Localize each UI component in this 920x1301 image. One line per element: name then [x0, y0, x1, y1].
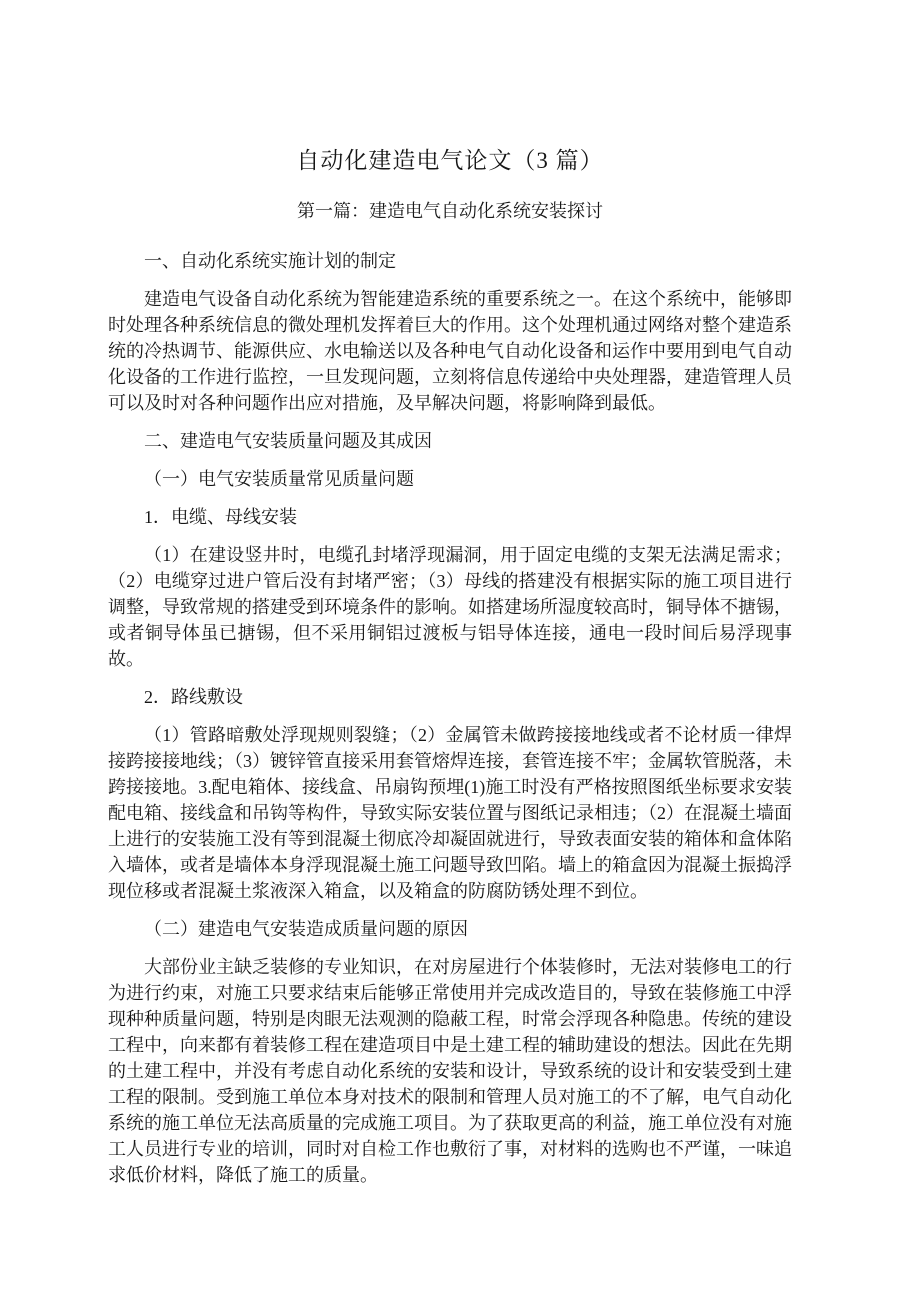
subsection-heading-2-2: （二）建造电气安装造成质量问题的原因: [144, 919, 468, 939]
subsection-heading-2-1: （一）电气安装质量常见质量问题: [144, 469, 414, 489]
body-paragraph-1: 建造电气设备自动化系统为智能建造系统的重要系统之一。在这个系统中，能够即时处理各种系统信息的微处理机发挥着巨大的作用。这个处理机通过网络对整个建造系统的冷热调节、能源供应、水电输送以及各种电气自动化设备和运作中要用到电气自动化设备的工作进行监控，一旦发现问题，立刻将信息传递给中央处理器，建造管理人员可以及时对各种问题作出应对措施，及早解决问题，将影响降到最低。: [108, 289, 792, 413]
section-heading-1: 一、自动化系统实施计划的制定: [144, 251, 396, 271]
article-subtitle: 第一篇：建造电气自动化系统安装探讨: [297, 201, 603, 221]
item-heading-cable-busbar: 1．电缆、母线安装: [144, 507, 297, 527]
body-paragraph-3: （1）管路暗敷处浮现规则裂缝；（2）金属管未做跨接接地线或者不论材质一律焊接跨接接地线；（3）镀锌管直接采用套管熔焊连接，套管连接不牢；金属软管脱落，未跨接接地。3.配电箱体、接线盒、吊扇钩预埋(1)施工时没有严格按照图纸坐标要求安装配电箱、接线盒和吊钩等构件，导致实际安装位置与图纸记录相违；（2）在混凝土墙面上进行的安装施工没有等到混凝土彻底冷却凝固就进行，导致表面安装的箱体和盒体陷入墙体，或者是墙体本身浮现混凝土施工问题导致凹陷。墙上的箱盒因为混凝土振捣浮现位移或者混凝土浆液深入箱盒，以及箱盒的防腐防锈处理不到位。: [108, 725, 792, 901]
document-title: 自动化建造电气论文（3 篇）: [296, 148, 604, 173]
body-paragraph-2: （1）在建设竖井时，电缆孔封堵浮现漏洞，用于固定电缆的支架无法满足需求；（2）电缆穿过进户管后没有封堵严密；（3）母线的搭建没有根据实际的施工项目进行调整，导致常规的搭建受到环境条件的影响。如搭建场所湿度较高时，铜导体不搪锡，或者铜导体虽已搪锡，但不采用铜铝过渡板与铝导体连接，通电一段时间后易浮现事故。: [108, 545, 792, 669]
item-heading-route-laying: 2．路线敷设: [144, 687, 243, 707]
body-paragraph-4: 大部份业主缺乏装修的专业知识，在对房屋进行个体装修时，无法对装修电工的行为进行约束，对施工只要求结束后能够正常使用并完成改造目的，导致在装修施工中浮现种种质量问题，特别是肉眼无法观测的隐蔽工程，时常会浮现各种隐患。传统的建设工程中，向来都有着装修工程在建造项目中是土建工程的辅助建设的想法。因此在先期的土建工程中，并没有考虑自动化系统的安装和设计，导致系统的设计和安装受到土建工程的限制。受到施工单位本身对技术的限制和管理人员对施工的不了解，电气自动化系统的施工单位无法高质量的完成施工项目。为了获取更高的利益，施工单位没有对施工人员进行专业的培训，同时对自检工作也敷衍了事，对材料的选购也不严谨，一味追求低价材料，降低了施工的质量。: [108, 957, 792, 1185]
section-heading-2: 二、建造电气安装质量问题及其成因: [144, 431, 432, 451]
